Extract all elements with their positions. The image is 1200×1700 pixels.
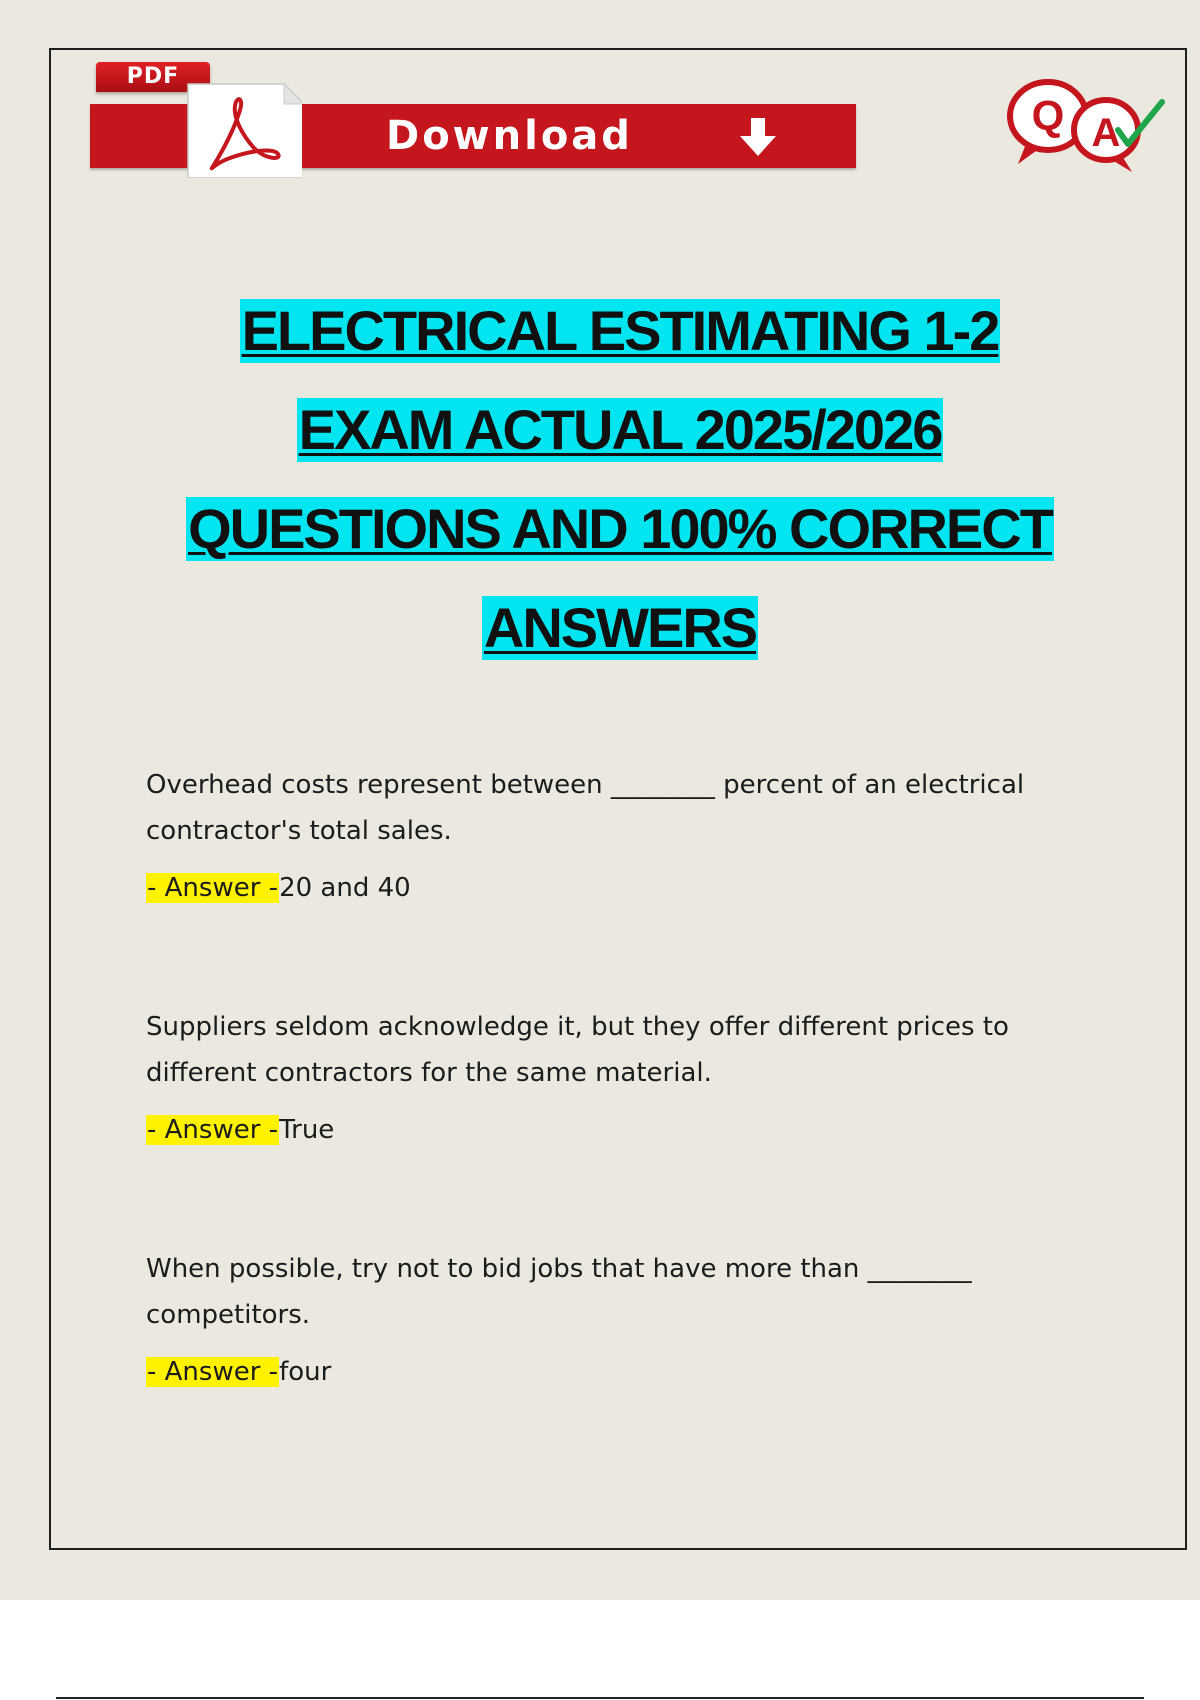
qa-item	[146, 1004, 1076, 1246]
title-line	[60, 296, 1180, 395]
footer-divider	[56, 1697, 1144, 1699]
qa-logo-a: A	[1091, 111, 1121, 155]
title-line-text: QUESTIONS AND 100% CORRECT	[188, 497, 1052, 560]
answer-prefix: - Answer -	[147, 873, 279, 903]
pdf-label: PDF	[96, 62, 210, 92]
qa-speech-bubble-icon	[1004, 74, 1174, 174]
document-title	[60, 296, 1180, 692]
answer-prefix: - Answer -	[147, 1115, 279, 1145]
question-text: Overhead costs represent between ________ percent of an electrical contractor's total sales.	[146, 770, 1025, 846]
qa-list	[146, 762, 1076, 1488]
question-text: When possible, try not to bid jobs that have more than ________ competitors.	[146, 1254, 972, 1330]
answer-text: 20 and 40	[279, 873, 411, 903]
answer-text: True	[279, 1115, 335, 1145]
answer-row	[146, 872, 1076, 904]
qa-item	[146, 762, 1076, 1004]
qa-logo-q: Q	[1031, 92, 1065, 139]
answer-prefix: - Answer -	[147, 1357, 279, 1387]
title-line	[60, 395, 1180, 494]
title-line	[60, 593, 1180, 692]
title-line-text: EXAM ACTUAL 2025/2026	[298, 398, 942, 461]
title-line-text: ANSWERS	[483, 596, 757, 659]
title-line-text: ELECTRICAL ESTIMATING 1-2	[241, 299, 999, 362]
answer-text: four	[279, 1357, 332, 1387]
pdf-document-icon	[142, 60, 302, 178]
question-text: Suppliers seldom acknowledge it, but they offer different prices to different contractors for the same material.	[146, 1012, 1009, 1088]
answer-row	[146, 1356, 1076, 1388]
answer-row	[146, 1114, 1076, 1146]
pdf-download-banner[interactable]	[90, 60, 860, 180]
download-label[interactable]: Download	[386, 113, 633, 159]
title-line	[60, 494, 1180, 593]
download-arrow-icon[interactable]	[738, 116, 778, 158]
qa-item	[146, 1246, 1076, 1488]
